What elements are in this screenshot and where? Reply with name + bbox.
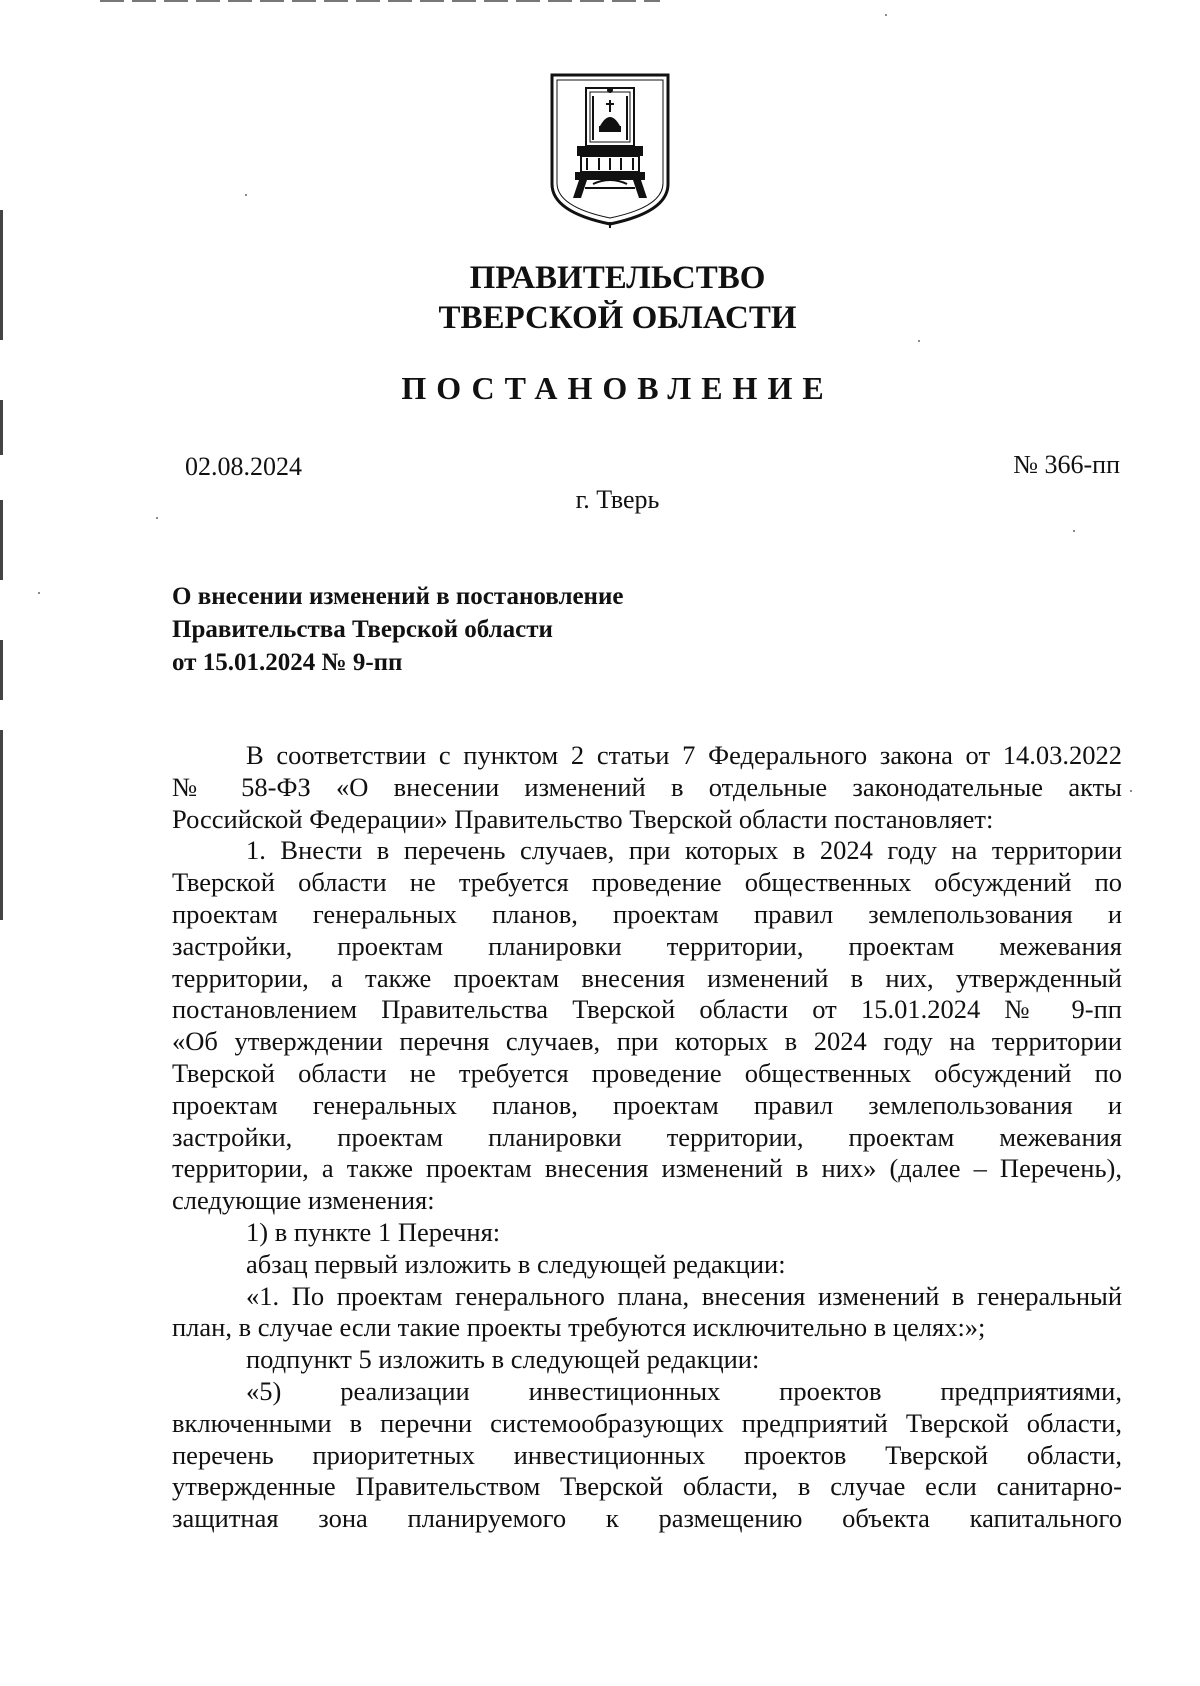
body-line: включенными в перечни системообразующих предприятий Тверской области, [172,1407,1122,1438]
body-line: абзац первый изложить в следующей редакции: [246,1248,786,1279]
subject-line: от 15.01.2024 № 9-пп [172,649,403,676]
scan-speck [885,14,887,16]
body-line: Тверской области не требуется проведение общественных обсуждений по [172,1057,1122,1088]
body-line: защитная зона планируемого к размещению объекта капитального [172,1503,1122,1534]
organization-name-line2: ТВЕРСКОЙ ОБЛАСТИ [438,300,797,336]
document-subject [172,580,623,679]
body-line: В соответствии с пунктом 2 статьи 7 Федерального закона от 14.03.2022 [246,740,1122,770]
body-line: территории, а также проектам внесения изменений в них, утвержденный [172,962,1122,993]
document-date: 02.08.2024 [185,452,302,481]
scan-artifact-edge [0,730,3,920]
body-line: «5) реализации инвестиционных проектов предприятиями, [246,1375,1122,1406]
body-line: застройки, проектам планировки территории, проектам межевания [172,930,1122,961]
scan-speck [918,340,920,342]
body-line: Российской Федерации» Правительство Тверской области постановляет: [172,803,994,834]
scan-speck [1073,530,1075,532]
scan-artifact-edge [0,640,3,700]
body-line: № 58-ФЗ «О внесении изменений в отдельные законодательные акты [172,771,1122,802]
scan-speck [245,194,247,196]
scan-artifact-edge [0,400,3,455]
document-number: № 366-пп [1013,450,1120,479]
body-line: Тверской области не требуется проведение общественных обсуждений по [172,867,1122,898]
body-line: перечень приоритетных инвестиционных проектов Тверской области, [172,1439,1122,1470]
body-line: план, в случае если такие проекты требуются исключительно в целях:»; [172,1312,986,1343]
subject-line: Правительства Тверской области [172,616,553,643]
body-line: территории, а также проектам внесения изменений в них» (далее – Перечень), [172,1153,1122,1184]
body-line: «1. По проектам генерального плана, внесения изменений в генеральный [246,1280,1122,1311]
coat-of-arms-emblem [549,72,671,228]
scan-speck [156,517,158,519]
body-line: подпункт 5 изложить в следующей редакции: [246,1344,760,1375]
body-line: утвержденные Правительством Тверской области, в случае если санитарно- [172,1471,1122,1502]
body-line: постановлением Правительства Тверской области от 15.01.2024 № 9-пп [172,994,1122,1025]
body-line: 1) в пункте 1 Перечня: [246,1216,501,1247]
body-line: «Об утверждении перечня случаев, при которых в 2024 году на территории [172,1026,1122,1057]
body-line: 1. Внести в перечень случаев, при которых в 2024 году на территории [246,835,1122,866]
document-city: г. Тверь [575,485,660,514]
scan-speck [1130,790,1132,792]
body-line: следующие изменения: [172,1185,435,1216]
body-line: проектам генеральных планов, проектам правил землепользования и [172,898,1122,929]
subject-line: О внесении изменений в постановление [172,583,624,610]
body-line: проектам генеральных планов, проектам правил землепользования и [172,1089,1122,1120]
organization-name-line1: ПРАВИТЕЛЬСТВО [469,260,766,296]
scan-artifact-top [100,0,660,2]
document-type-title: ПОСТАНОВЛЕНИЕ [401,370,834,406]
scan-speck [38,592,40,594]
document-body [172,740,1122,1535]
body-line: застройки, проектам планировки территории, проектам межевания [172,1121,1122,1152]
